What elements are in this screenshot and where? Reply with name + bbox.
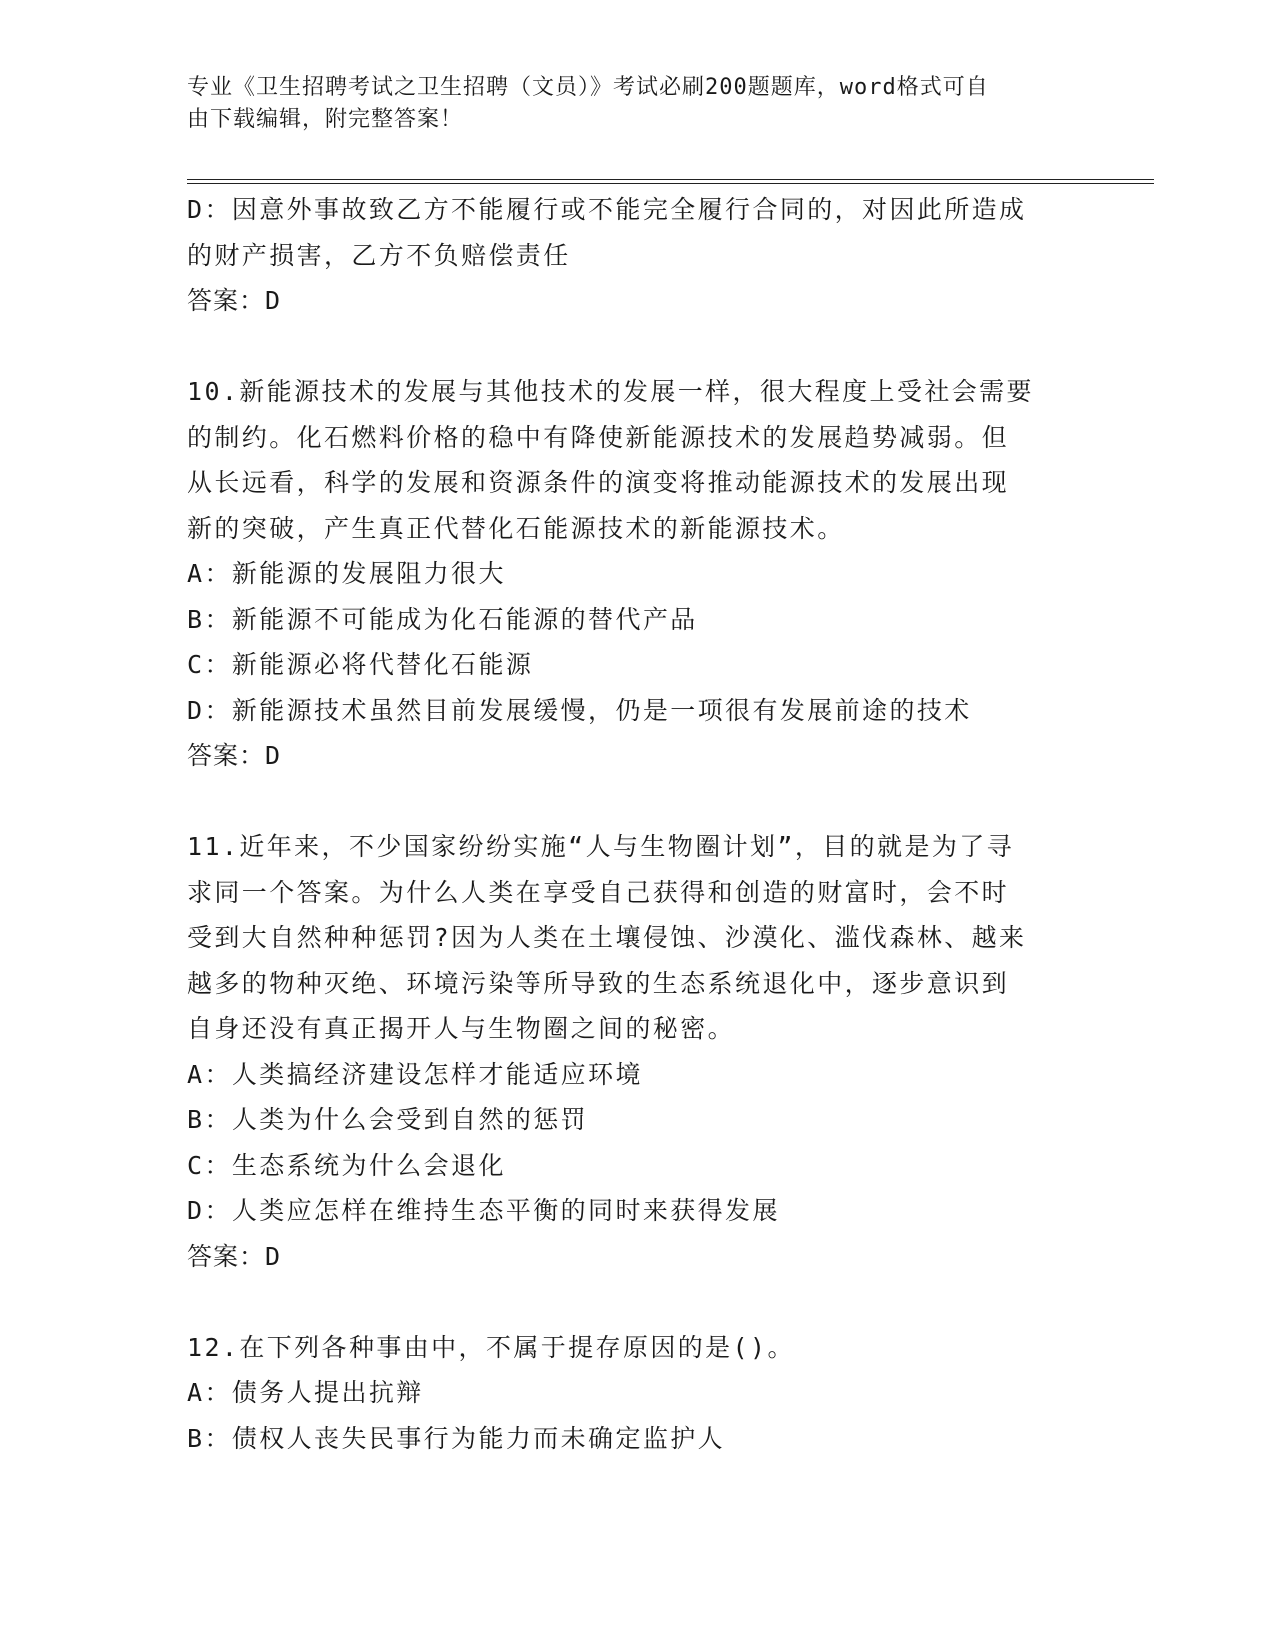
header-divider-top: [187, 179, 1154, 180]
option-a: A：债务人提出抗辩: [187, 1378, 424, 1407]
question-text: 10.新能源技术的发展与其他技术的发展一样，很大程度上受社会需要: [187, 377, 1034, 406]
option-b: B：人类为什么会受到自然的惩罚: [187, 1105, 589, 1134]
option-d: D：因意外事故致乙方不能履行或不能完全履行合同的，对因此所造成: [187, 195, 1027, 224]
question-block-10: [187, 369, 1072, 779]
question-text: 12.在下列各种事由中，不属于提存原因的是()。: [187, 1332, 795, 1362]
question-text: 求同一个答案。为什么人类在享受自己获得和创造的财富时，会不时: [187, 877, 1010, 907]
header-divider-bottom: [187, 183, 1154, 184]
question-text: 新的突破，产生真正代替化石能源技术的新能源技术。: [187, 513, 845, 543]
question-text: 11.近年来，不少国家纷纷实施“人与生物圈计划”，目的就是为了寻: [187, 832, 1015, 861]
question-block-9-tail: [187, 187, 1072, 324]
question-text: 越多的物种灭绝、环境污染等所导致的生态系统退化中，逐步意识到: [187, 968, 1010, 998]
question-text: 受到大自然种种惩罚?因为人类在土壤侵蚀、沙漠化、滥伐森林、越来: [187, 923, 1027, 952]
spacer: [187, 324, 1072, 370]
question-block-12: [187, 1325, 1072, 1462]
option-a: A：人类搞经济建设怎样才能适应环境: [187, 1059, 643, 1089]
page-header: [187, 72, 1067, 136]
option-c: C：新能源必将代替化石能源: [187, 650, 534, 679]
option-d: D：人类应怎样在维持生态平衡的同时来获得发展: [187, 1196, 780, 1225]
answer-label: 答案：D: [187, 1241, 282, 1271]
header-line: 由下载编辑，附完整答案！: [187, 107, 464, 132]
spacer: [187, 779, 1072, 825]
question-text: 自身还没有真正揭开人与生物圈之间的秘密。: [187, 1014, 736, 1043]
option-d-continued: 的财产损害，乙方不负赔偿责任: [187, 240, 571, 270]
option-c: C：生态系统为什么会退化: [187, 1150, 506, 1180]
question-text: 的制约。化石燃料价格的稳中有降使新能源技术的发展趋势减弱。但: [187, 422, 1010, 452]
document-body: [187, 187, 1072, 1461]
answer-label: 答案：D: [187, 741, 282, 770]
question-block-11: [187, 824, 1072, 1279]
option-b: B：债权人丧失民事行为能力而未确定监护人: [187, 1423, 726, 1453]
option-d: D：新能源技术虽然目前发展缓慢，仍是一项很有发展前途的技术: [187, 695, 972, 725]
spacer: [187, 1279, 1072, 1325]
option-a: A：新能源的发展阻力很大: [187, 559, 506, 588]
answer-label: 答案：D: [187, 286, 282, 315]
question-text: 从长远看，科学的发展和资源条件的演变将推动能源技术的发展出现: [187, 468, 1010, 497]
option-b: B：新能源不可能成为化石能源的替代产品: [187, 604, 698, 634]
header-line: 专业《卫生招聘考试之卫生招聘（文员）》考试必刷200题题库，word格式可自: [187, 75, 989, 100]
